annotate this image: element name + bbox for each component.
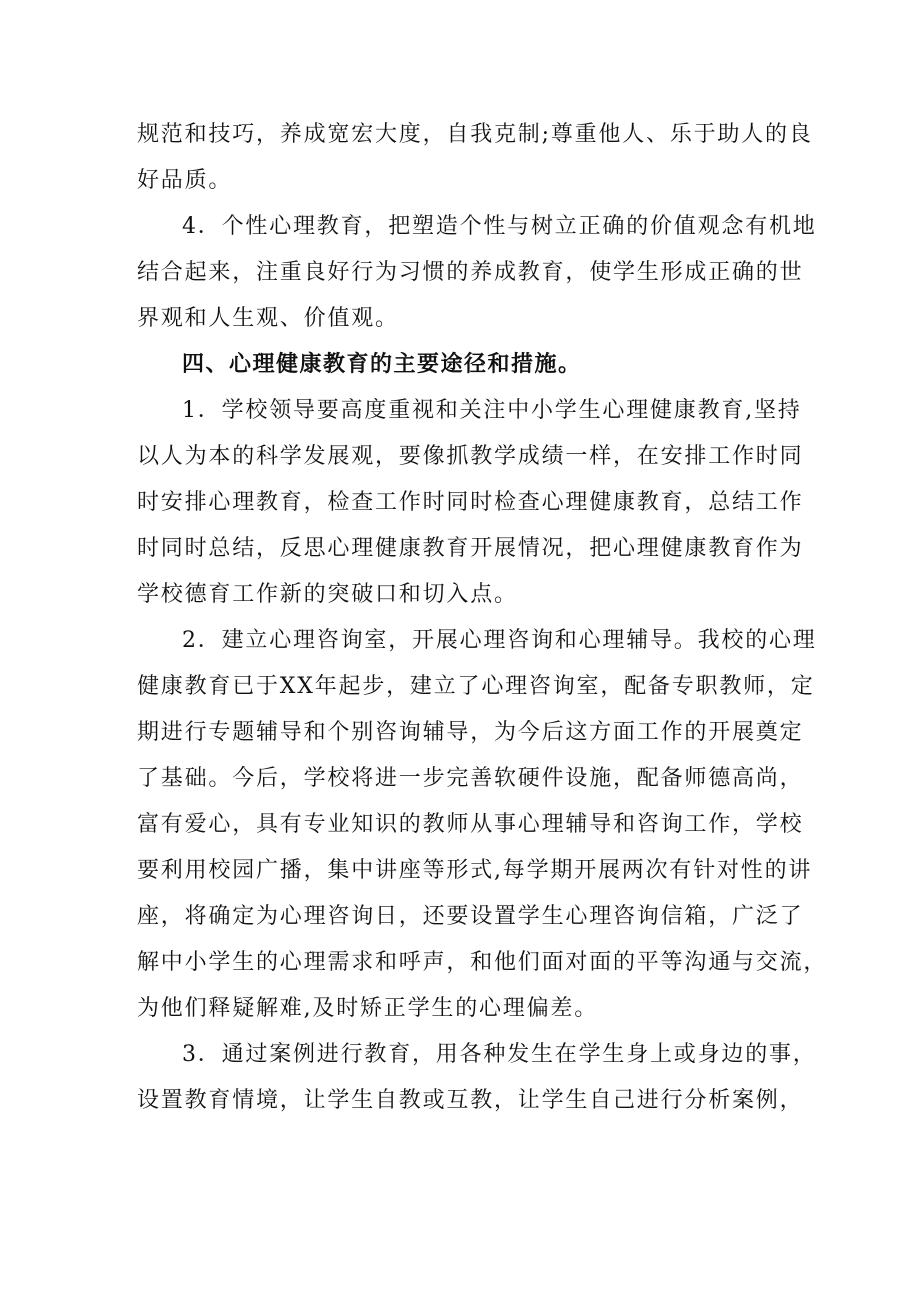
text-line-8: 以人为本的科学发展观，要像抓教学成绩一样，在安排工作时同 <box>137 444 804 469</box>
document-body <box>137 112 828 1124</box>
text-line-4: 结合起来，注重良好行为习惯的养成教育，使学生形成正确的世 <box>137 260 804 285</box>
paragraph-1-start: 1．学校领导要高度重视和关注中小学生心理健康教育,坚持 <box>182 398 802 423</box>
text-line-19: 解中小学生的心理需求和呼声，和他们面对面的平等沟通与交流， <box>137 950 828 975</box>
text-line-17: 要利用校园广播，集中讲座等形式,每学期开展两次有针对性的讲 <box>137 858 813 883</box>
text-line-2: 好品质。 <box>137 168 233 193</box>
text-line-9: 时安排心理教育，检查工作时同时检查心理健康教育，总结工作 <box>137 490 804 515</box>
text-line-15: 了基础。今后，学校将进一步完善软硬件设施，配备师德高尚， <box>137 766 804 791</box>
text-line-22: 设置教育情境，让学生自教或互教，让学生自己进行分析案例， <box>137 1088 804 1113</box>
text-line-18: 座，将确定为心理咨询日，还要设置学生心理咨询信箱，广泛了 <box>137 904 804 929</box>
text-line-16: 富有爱心，具有专业知识的教师从事心理辅导和咨询工作，学校 <box>137 812 804 837</box>
text-line-11: 学校德育工作新的突破口和切入点。 <box>137 582 518 607</box>
text-line-14: 期进行专题辅导和个别咨询辅导，为今后这方面工作的开展奠定 <box>137 720 804 745</box>
text-line-5: 界观和人生观、价值观。 <box>137 306 399 331</box>
section-heading: 四、心理健康教育的主要途径和措施。 <box>182 352 582 377</box>
text-line-1: 规范和技巧，养成宽宏大度，自我克制;尊重他人、乐于助人的良 <box>137 122 813 147</box>
text-line-10: 时同时总结，反思心理健康教育开展情况，把心理健康教育作为 <box>137 536 804 561</box>
paragraph-2-start: 2．建立心理咨询室，开展心理咨询和心理辅导。我校的心理 <box>182 628 817 653</box>
paragraph-3-start: 3．通过案例进行教育，用各种发生在学生身上或身边的事， <box>182 1042 817 1067</box>
text-line-20: 为他们释疑解难,及时矫正学生的心理偏差。 <box>137 996 598 1021</box>
text-line-13: 健康教育已于XX年起步，建立了心理咨询室，配备专职教师，定 <box>137 674 815 699</box>
paragraph-4-start: 4．个性心理教育，把塑造个性与树立正确的价值观念有机地 <box>182 214 817 239</box>
